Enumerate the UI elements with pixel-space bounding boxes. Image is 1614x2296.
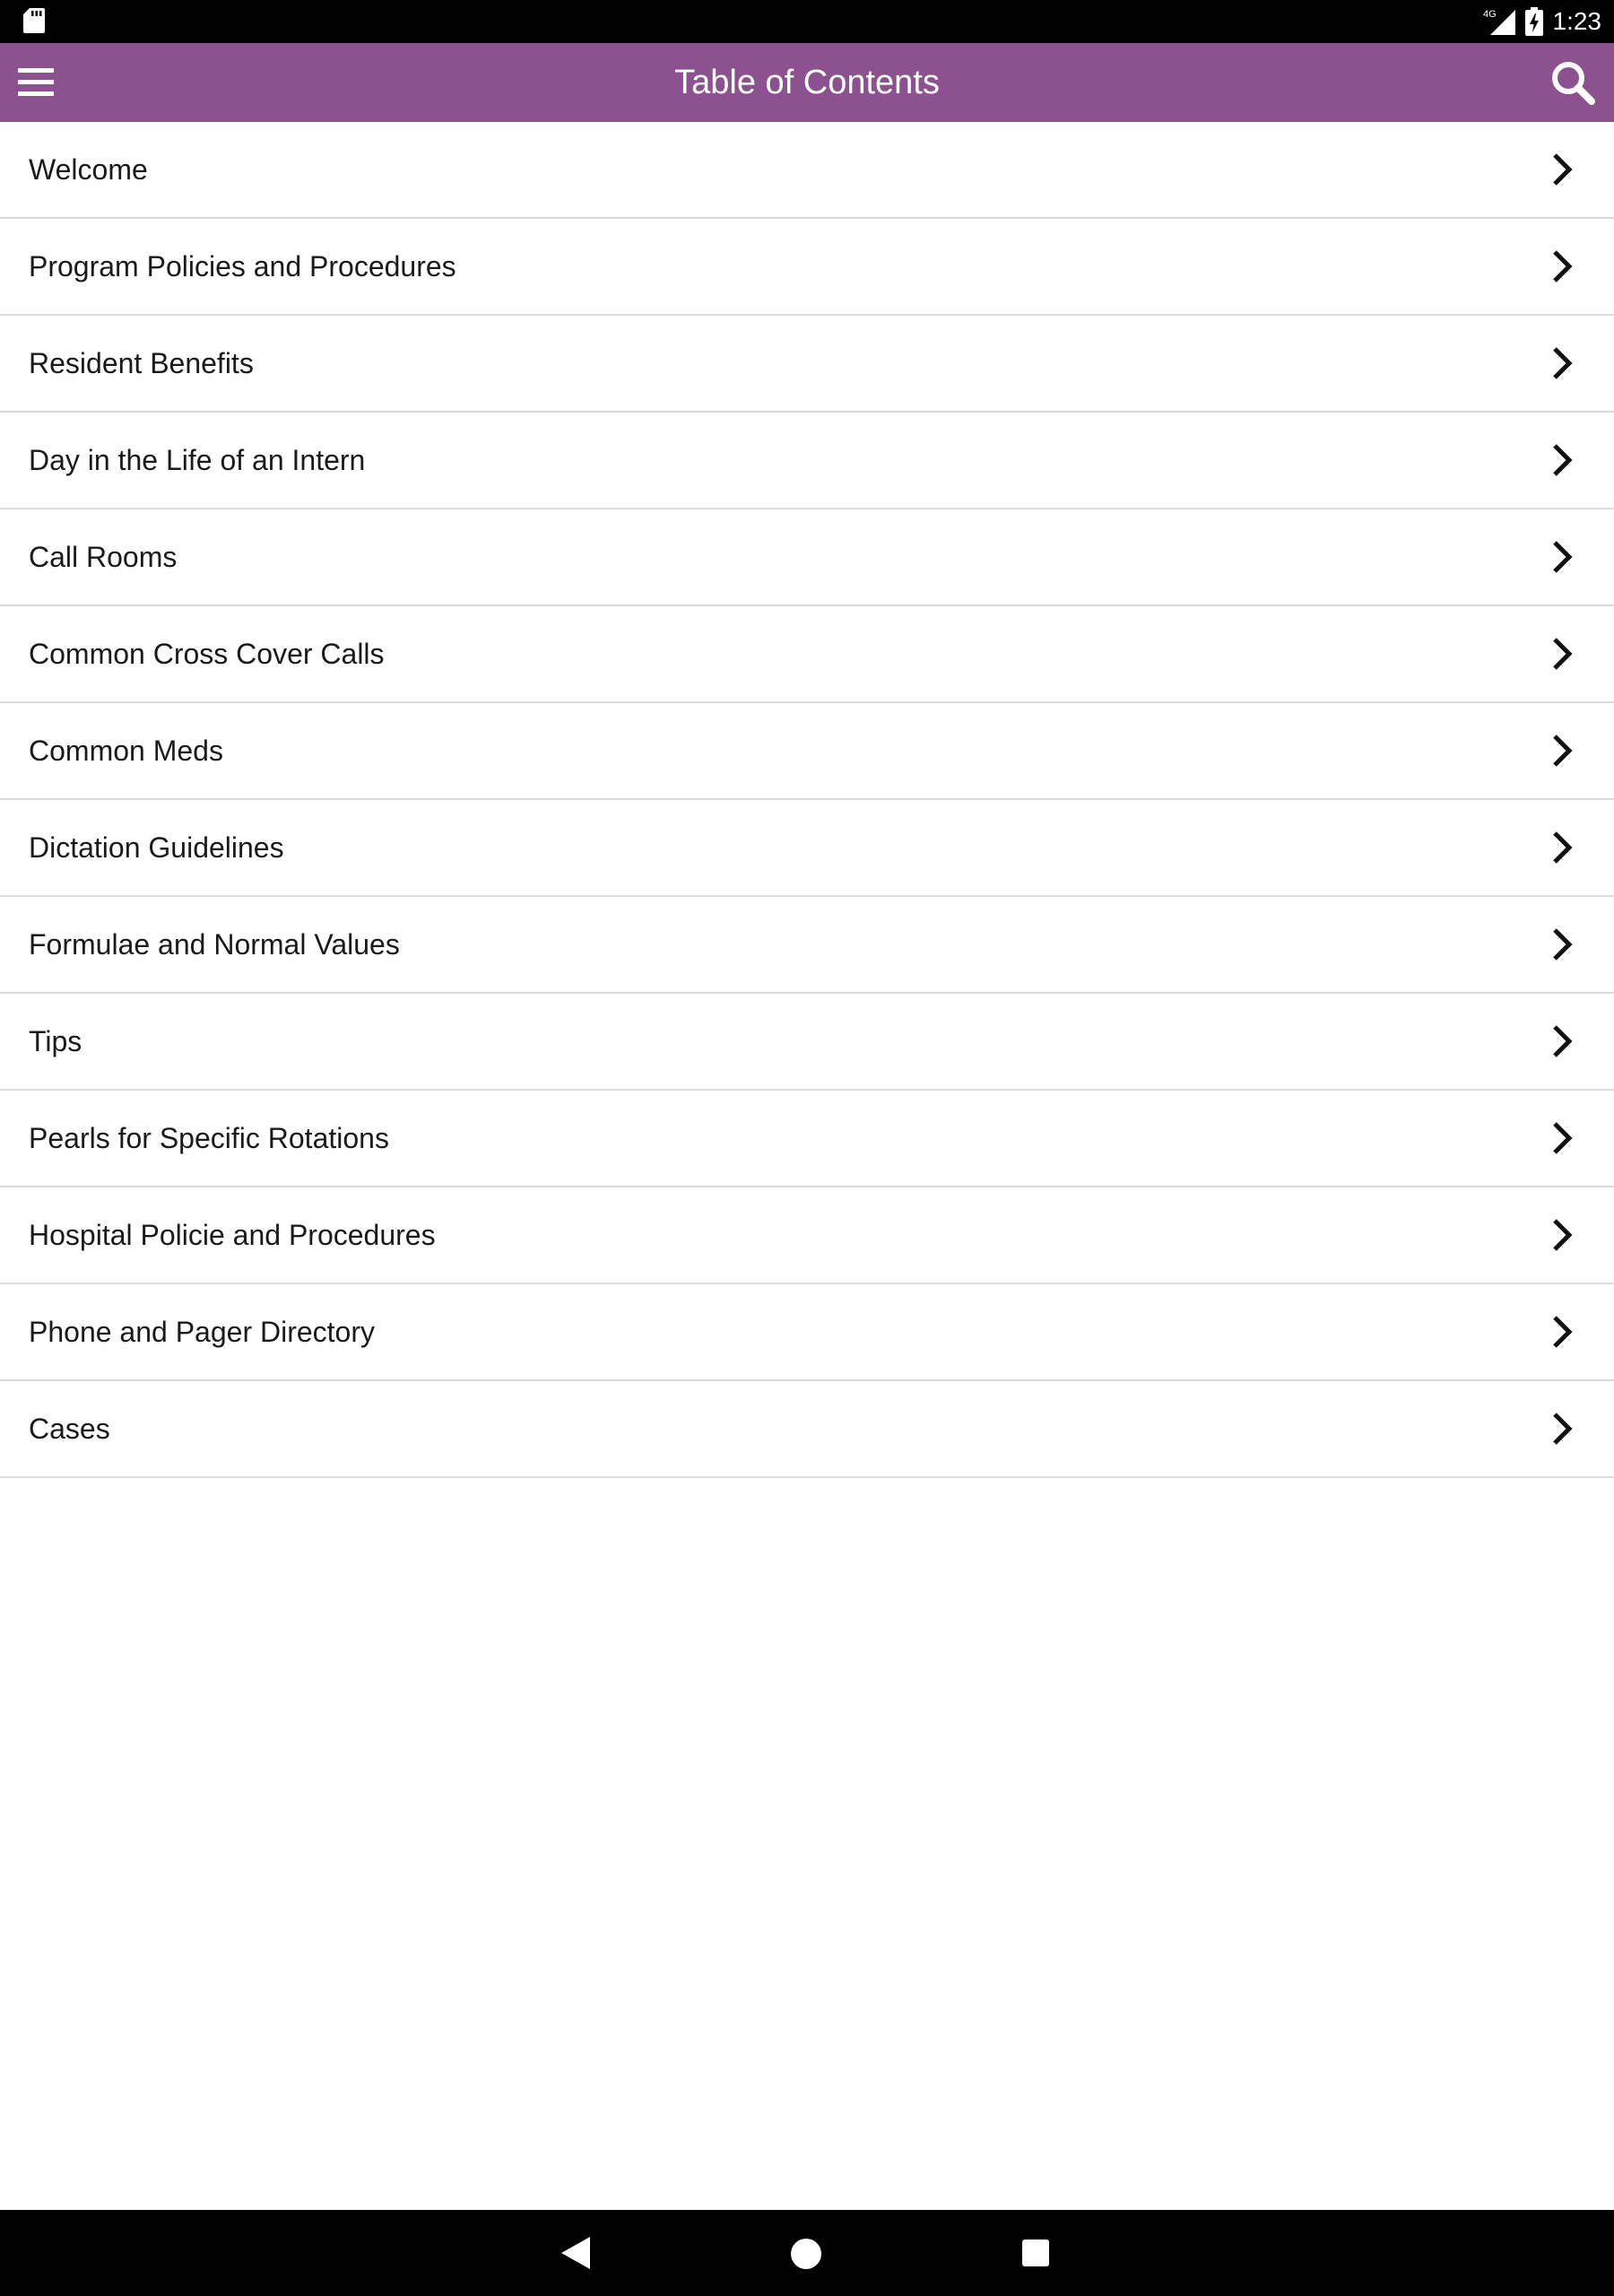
chevron-right-icon	[1544, 539, 1580, 575]
toc-item-call-rooms[interactable]	[0, 509, 1614, 606]
toc-item-common-meds[interactable]	[0, 703, 1614, 800]
toc-item-cases[interactable]	[0, 1381, 1614, 1478]
toc-item-label: Common Meds	[29, 735, 223, 767]
chevron-right-icon	[1544, 1411, 1580, 1447]
toc-item-label: Formulae and Normal Values	[29, 928, 400, 961]
page-title: Table of Contents	[674, 64, 940, 101]
toc-item-cross-cover-calls[interactable]	[0, 606, 1614, 703]
toc-item-label: Hospital Policie and Procedures	[29, 1219, 436, 1251]
toc-item-phone-pager[interactable]	[0, 1284, 1614, 1381]
toc-item-label: Common Cross Cover Calls	[29, 638, 385, 670]
status-icons	[1483, 0, 1602, 43]
toc-item-tips[interactable]	[0, 994, 1614, 1091]
toc-item-label: Pearls for Specific Rotations	[29, 1122, 389, 1154]
chevron-right-icon	[1544, 1023, 1580, 1059]
toc-item-pearls[interactable]	[0, 1091, 1614, 1187]
toc-item-formulae[interactable]	[0, 897, 1614, 994]
toc-item-label: Cases	[29, 1413, 110, 1445]
chevron-right-icon	[1544, 636, 1580, 672]
search-icon[interactable]	[1549, 59, 1596, 106]
toc-item-label: Call Rooms	[29, 541, 178, 573]
system-nav-bar	[0, 2210, 1614, 2296]
toc-item-label: Dictation Guidelines	[29, 831, 284, 864]
chevron-right-icon	[1544, 1120, 1580, 1156]
status-bar	[0, 0, 1614, 43]
sd-card-icon	[23, 8, 45, 33]
toc-item-label: Welcome	[29, 153, 148, 186]
signal-icon	[1483, 6, 1515, 37]
toc-item-dictation-guidelines[interactable]	[0, 800, 1614, 897]
chevron-right-icon	[1544, 926, 1580, 962]
toc-list	[0, 122, 1614, 1478]
toc-item-welcome[interactable]	[0, 122, 1614, 219]
network-label: 4G	[1482, 9, 1497, 20]
toc-item-label: Day in the Life of an Intern	[29, 444, 366, 476]
chevron-right-icon	[1544, 442, 1580, 478]
home-icon[interactable]	[791, 2239, 821, 2269]
chevron-right-icon	[1544, 1314, 1580, 1350]
chevron-right-icon	[1544, 1217, 1580, 1253]
app-bar	[0, 43, 1614, 122]
toc-item-hospital-policies[interactable]	[0, 1187, 1614, 1284]
toc-item-program-policies[interactable]	[0, 219, 1614, 316]
chevron-right-icon	[1544, 345, 1580, 381]
chevron-right-icon	[1544, 830, 1580, 865]
recents-icon[interactable]	[1022, 2239, 1049, 2266]
chevron-right-icon	[1544, 248, 1580, 284]
toc-item-resident-benefits[interactable]	[0, 316, 1614, 413]
battery-charging-icon	[1524, 7, 1544, 36]
toc-item-label: Resident Benefits	[29, 347, 254, 379]
chevron-right-icon	[1544, 733, 1580, 769]
chevron-right-icon	[1544, 152, 1580, 187]
status-time: 1:23	[1552, 7, 1601, 35]
toc-item-day-in-life[interactable]	[0, 413, 1614, 509]
toc-item-label: Phone and Pager Directory	[29, 1316, 375, 1348]
toc-item-label: Tips	[29, 1025, 82, 1057]
back-icon[interactable]	[561, 2237, 590, 2269]
toc-item-label: Program Policies and Procedures	[29, 250, 456, 283]
